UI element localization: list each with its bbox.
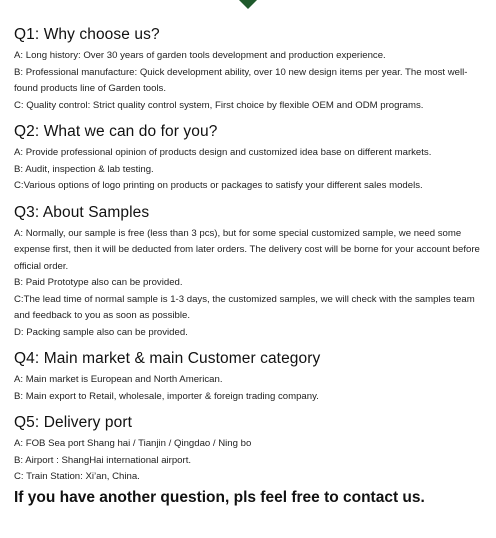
faq-section-q3 xyxy=(14,204,490,342)
answer-item: B: Professional manufacture: Quick development ability, over 10 new design items per year. The most well-found products line of Garden tools. xyxy=(14,66,468,94)
answer-item: C:Various options of logo printing on products or packages to satisfy your different sales models. xyxy=(14,180,423,191)
contact-message: If you have another question, pls feel free to contact us. xyxy=(14,488,425,506)
question-title: Q1: Why choose us? xyxy=(14,26,160,43)
answer-item: B: Main export to Retail, wholesale, importer & foreign trading company. xyxy=(14,390,319,402)
faq-section-q4 xyxy=(14,350,490,405)
answer-list xyxy=(14,372,490,405)
answer-item: B: Audit, inspection & lab testing. xyxy=(14,163,154,175)
faq-section-q1 xyxy=(14,26,490,114)
answer-item: C: Train Station: Xi’an, China. xyxy=(14,471,140,482)
answer-item: A: FOB Sea port Shang hai / Tianjin / Qingdao / Ning bo xyxy=(14,438,252,449)
answer-item: A: Normally, our sample is free (less than 3 pcs), but for some special customized sample, we need some expense first, then it will be deducted from later orders. The delivery cost will be borne for your account before official order. xyxy=(14,227,480,272)
answer-list xyxy=(14,145,490,195)
down-arrow-icon xyxy=(239,0,257,9)
answer-list xyxy=(14,436,490,486)
question-title: Q4: Main market & main Customer category xyxy=(14,350,321,367)
answer-item: B: Airport : ShangHai international airport. xyxy=(14,454,192,466)
answer-item: B: Paid Prototype also can be provided. xyxy=(14,277,183,288)
faq-section-q5 xyxy=(14,414,490,486)
answer-item: A: Provide professional opinion of products design and customized idea base on different markets. xyxy=(14,147,432,158)
answer-item: A: Long history: Over 30 years of garden tools development and production experience. xyxy=(14,50,386,61)
answer-item: D: Packing sample also can be provided. xyxy=(14,326,188,338)
faq-section-q2 xyxy=(14,123,490,195)
answer-list xyxy=(14,48,490,114)
question-title: Q3: About Samples xyxy=(14,203,150,221)
question-title: Q5: Delivery port xyxy=(14,414,132,431)
answer-item: C: Quality control: Strict quality control system, First choice by flexible OEM and ODM programs. xyxy=(14,99,424,111)
faq-list xyxy=(14,26,490,508)
answer-list xyxy=(14,226,490,342)
answer-item: A: Main market is European and North American. xyxy=(14,374,223,385)
question-title: Q2: What we can do for you? xyxy=(14,123,218,140)
answer-item: C:The lead time of normal sample is 1-3 days, the customized samples, we will check with the samples team and feedback to you as soon as possible. xyxy=(14,293,475,321)
